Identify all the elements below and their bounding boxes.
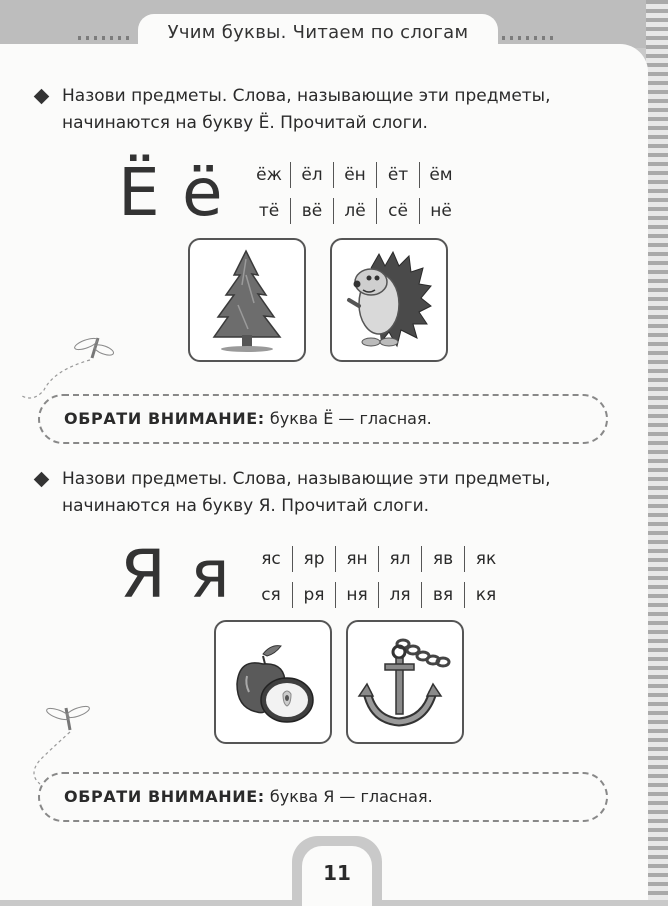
syllable-row (250, 582, 507, 608)
note-text: буква Я — гласная. (269, 787, 433, 806)
syllable: яр (293, 546, 336, 572)
syllable: ся (250, 582, 293, 608)
hedgehog-icon (341, 244, 437, 356)
note-text: буква Ё — гласная. (269, 409, 432, 428)
syllable: ёл (291, 162, 334, 188)
letter-lower: я (190, 536, 230, 613)
apple-icon (223, 632, 323, 732)
picture-apple (214, 620, 332, 744)
syllable: ёж (248, 162, 291, 188)
note-box-1 (38, 394, 608, 444)
syllable: сё (377, 198, 420, 224)
anchor-icon (353, 630, 457, 734)
picture-hedgehog (330, 238, 448, 362)
syllable: нё (430, 201, 452, 221)
syllable: ля (379, 582, 422, 608)
letter-upper: Я (120, 536, 166, 613)
syllable: ёт (377, 162, 420, 188)
syllable: ня (336, 582, 379, 608)
fir-tree-icon (202, 245, 292, 355)
syllable: тё (248, 198, 291, 224)
letter-lower: ё (182, 154, 223, 231)
task-line: начинаются на букву Ё. Прочитай слоги. (62, 113, 428, 133)
task-line: Назови предметы. Слова, называющие эти предметы, (62, 469, 551, 489)
syllable: кя (475, 585, 497, 605)
syllable: ян (336, 546, 379, 572)
task-text-1 (62, 83, 582, 137)
header-dots-left (78, 36, 134, 40)
syllable: вё (291, 198, 334, 224)
page-number: 11 (302, 846, 372, 906)
note-label: ОБРАТИ ВНИМАНИЕ: (64, 409, 265, 428)
striped-edge (646, 0, 668, 900)
syllable-row (248, 198, 462, 224)
syllable: яс (250, 546, 293, 572)
syllable: лё (334, 198, 377, 224)
syllable: ял (379, 546, 422, 572)
syllable-row (248, 162, 462, 188)
task-line: начинаются на букву Я. Прочитай слоги. (62, 496, 430, 516)
syllable: ён (334, 162, 377, 188)
syllable-row (250, 546, 507, 572)
picture-anchor (346, 620, 464, 744)
syllable: ря (293, 582, 336, 608)
letter-upper: Ё (118, 154, 160, 231)
task-text-2 (62, 466, 582, 520)
page-title: Учим буквы. Читаем по слогам (138, 14, 498, 50)
picture-fir-tree (188, 238, 306, 362)
syllable: вя (422, 582, 465, 608)
header-dots-right (502, 36, 558, 40)
task-line: Назови предметы. Слова, называющие эти предметы, (62, 86, 551, 106)
syllable: як (475, 549, 497, 569)
syllable: ём (429, 165, 453, 185)
syllable: яв (422, 546, 465, 572)
note-box-2 (38, 772, 608, 822)
note-label: ОБРАТИ ВНИМАНИЕ: (64, 787, 265, 806)
